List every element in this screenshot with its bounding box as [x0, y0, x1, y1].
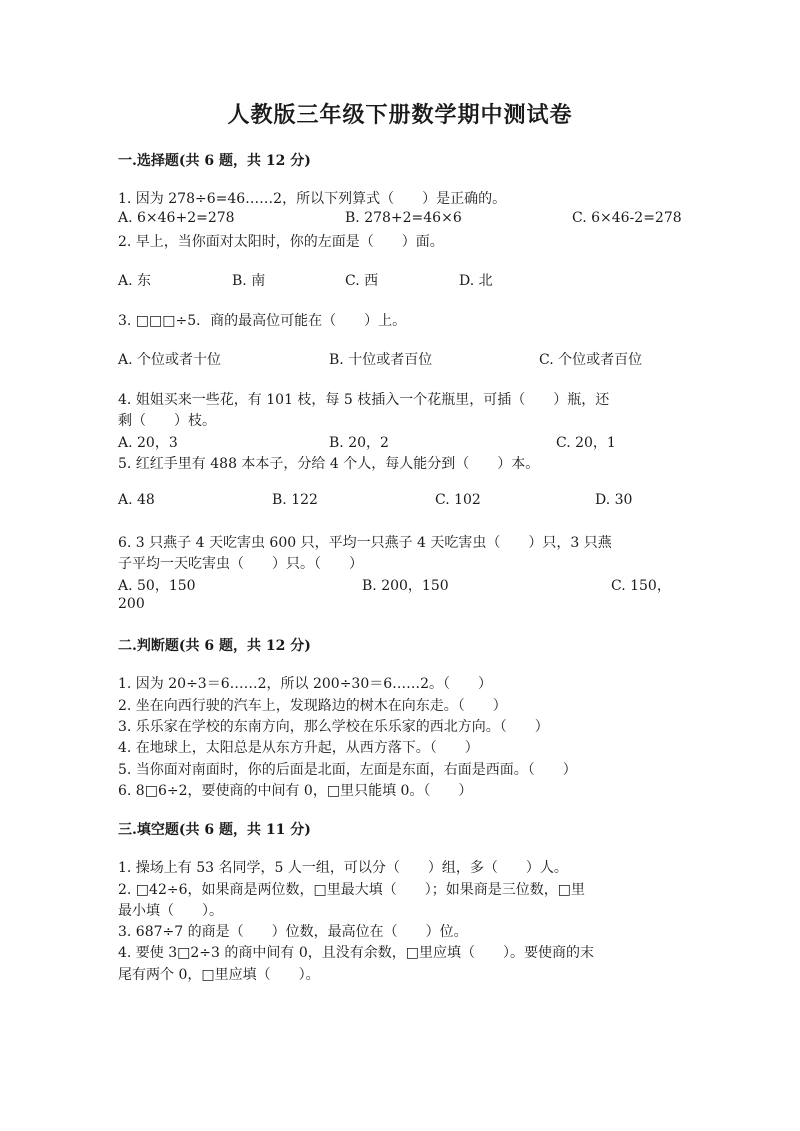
question-stem: 4. 姐姐买来一些花，有 101 枝，每 5 枝插入一个花瓶里，可插（ ）瓶，还 — [118, 392, 610, 408]
option: A. 48 — [118, 492, 155, 508]
question-stem: 5. 红红手里有 488 本本子，分给 4 个人，每人能分到（ ）本。 — [118, 456, 540, 472]
option: D. 30 — [595, 492, 633, 508]
option: D. 北 — [459, 273, 493, 289]
judgment-item: 6. 8□6÷2，要使商的中间有 0，□里只能填 0。（ ） — [118, 783, 473, 799]
judgment-item: 5. 当你面对南面时，你的后面是北面，左面是东面，右面是西面。（ ） — [118, 762, 577, 778]
fill-item: 3. 687÷7 的商是（ ）位数，最高位在（ ）位。 — [118, 924, 468, 940]
fill-item: 1. 操场上有 53 名同学，5 人一组，可以分（ ）组，多（ ）人。 — [118, 860, 568, 876]
question-stem: 剩（ ）枝。 — [118, 413, 216, 429]
fill-item: 尾有两个 0，□里应填（ ）。 — [118, 967, 320, 983]
option: B. 十位或者百位 — [329, 352, 433, 368]
question-stem: 子平均一天吃害虫（ ）只。（ ） — [118, 556, 363, 572]
option: A. 20，3 — [118, 435, 178, 451]
section-heading-judgment: 二.判断题(共 6 题，共 12 分) — [118, 638, 311, 654]
option: C. 150， — [611, 578, 671, 594]
option: B. 278+2=46×6 — [345, 210, 462, 226]
fill-item: 4. 要使 3□2÷3 的商中间有 0，且没有余数，□里应填（ ）。要使商的末 — [118, 945, 594, 961]
question-stem: 2. 早上，当你面对太阳时，你的左面是（ ）面。 — [118, 234, 444, 250]
fill-item: 2. □42÷6，如果商是两位数，□里最大填（ ）；如果商是三位数，□里 — [118, 882, 585, 898]
judgment-item: 1. 因为 20÷3＝6……2，所以 200÷30＝6……2。（ ） — [118, 676, 493, 692]
option: A. 东 — [118, 273, 152, 289]
question-stem: 1. 因为 278÷6=46……2，所以下列算式（ ）是正确的。 — [118, 191, 507, 207]
judgment-item: 2. 坐在向西行驶的汽车上，发现路边的树木在向东走。（ ） — [118, 698, 507, 714]
option: B. 20，2 — [329, 435, 389, 451]
option: A. 个位或者十位 — [118, 352, 222, 368]
question-stem: 6. 3 只燕子 4 天吃害虫 600 只，平均一只燕子 4 天吃害虫（ ）只，3 只燕 — [118, 535, 612, 551]
section-heading-choice: 一.选择题(共 6 题，共 12 分) — [118, 153, 311, 169]
option: C. 20，1 — [556, 435, 616, 451]
option: C. 个位或者百位 — [539, 352, 643, 368]
option: C. 102 — [435, 492, 481, 508]
option: C. 西 — [345, 273, 379, 289]
option: 200 — [118, 596, 145, 612]
judgment-item: 3. 乐乐家在学校的东南方向，那么学校在乐乐家的西北方向。（ ） — [118, 719, 549, 735]
option: A. 50，150 — [118, 578, 196, 594]
option: B. 南 — [232, 273, 266, 289]
page-title: 人教版三年级下册数学期中测试卷 — [227, 102, 573, 128]
option: B. 122 — [272, 492, 318, 508]
option: A. 6×46+2=278 — [118, 210, 235, 226]
option: C. 6×46-2=278 — [572, 210, 682, 226]
option: B. 200，150 — [362, 578, 449, 594]
section-heading-fill: 三.填空题(共 6 题，共 11 分) — [118, 822, 311, 838]
fill-item: 最小填（ ）。 — [118, 903, 223, 919]
question-stem: 3. □□□÷5．商的最高位可能在（ ）上。 — [118, 313, 407, 329]
judgment-item: 4. 在地球上，太阳总是从东方升起，从西方落下。（ ） — [118, 740, 479, 756]
